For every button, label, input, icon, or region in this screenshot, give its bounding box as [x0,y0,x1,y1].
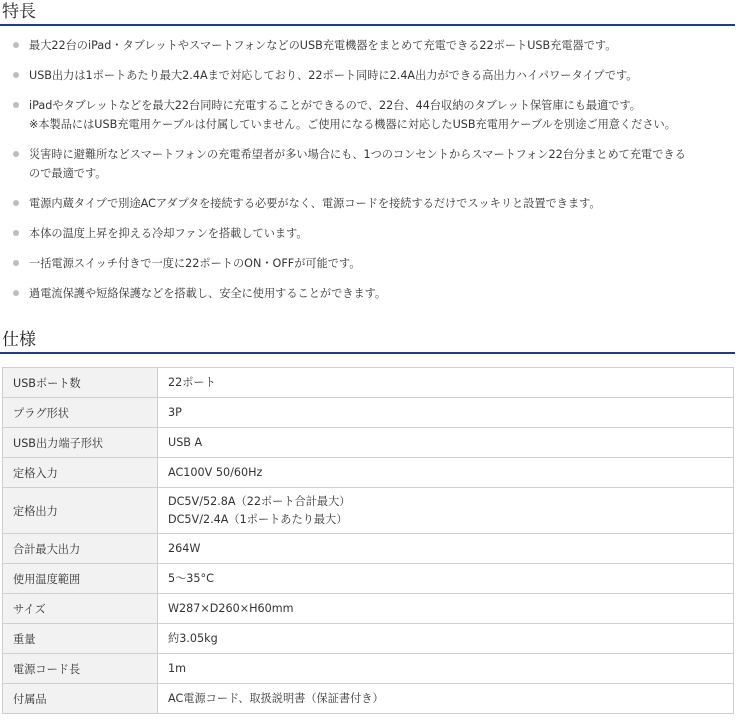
spec-label: プラグ形状 [3,398,158,428]
spec-label: サイズ [3,594,158,624]
spec-value-line: 264W [168,541,201,555]
spec-row [3,368,734,398]
feature-item [0,194,736,213]
features-heading: 特長 [0,2,735,26]
spec-value-line: 5～35°C [168,571,214,585]
spec-row [3,428,734,458]
spec-value-line: 1m [168,661,187,675]
feature-text: ので最適です。 [29,167,107,180]
spec-label: 使用温度範囲 [3,564,158,594]
spec-value-line: USB A [168,435,203,449]
spec-value [158,594,734,624]
spec-label: 定格出力 [3,488,158,534]
spec-value-line: 約3.05kg [168,631,218,645]
feature-text: 電源内蔵タイプで別途ACアダプタを接続する必要がなく、電源コードを接続するだけでスッキリと設置できます。 [29,197,601,210]
spec-value [158,654,734,684]
spec-value [158,458,734,488]
features-list [0,36,736,303]
spec-value-line: 3P [168,405,182,419]
spec-value-line: AC100V 50/60Hz [168,465,263,479]
spec-value-line: AC電源コード、取扱説明書（保証書付き） [168,691,384,705]
spec-label: 付属品 [3,684,158,714]
feature-text: 一括電源スイッチ付きで一度に22ポートのON・OFFが可能です。 [29,257,361,270]
spec-table [2,367,734,714]
feature-text: 災害時に避難所などスマートフォンの充電希望者が多い場合にも、1つのコンセントからスマートフォン22台分まとめて充電できる [29,148,686,161]
feature-text: iPadやタブレットなどを最大22台同時に充電することができるので、22台、44台収納のタブレット保管庫にも最適です。 [29,99,641,112]
feature-text: 過電流保護や短絡保護などを搭載し、安全に使用することができます。 [29,287,387,300]
spec-label: USBポート数 [3,368,158,398]
feature-item [0,96,736,134]
bullet-icon [13,151,19,157]
spec-value-line: DC5V/52.8A（22ポート合計最大） [168,494,351,508]
feature-text: ※本製品にはUSB充電用ケーブルは付属していません。ご使用になる機器に対応したUSB充電用ケーブルを別途ご用意ください。 [29,118,676,131]
spec-label: 定格入力 [3,458,158,488]
bullet-icon [13,230,19,236]
spec-label: 重量 [3,624,158,654]
spec-row [3,534,734,564]
bullet-icon [13,200,19,206]
spec-row [3,488,734,534]
spec-value [158,488,734,534]
spec-value [158,684,734,714]
feature-item [0,66,736,85]
spec-value [158,624,734,654]
spec-value [158,534,734,564]
feature-text: 最大22台のiPad・タブレットやスマートフォンなどのUSB充電機器をまとめて充電できる22ポートUSB充電器です。 [29,39,617,52]
spec-label: USB出力端子形状 [3,428,158,458]
spec-value [158,368,734,398]
feature-item [0,145,736,183]
feature-item [0,254,736,273]
spec-row [3,564,734,594]
spec-value-line: 22ポート [168,375,216,389]
spec-value [158,398,734,428]
spec-value-line: W287×D260×H60mm [168,601,294,615]
bullet-icon [13,260,19,266]
feature-item [0,284,736,303]
spec-row [3,654,734,684]
spec-value [158,564,734,594]
spec-label: 合計最大出力 [3,534,158,564]
specs-heading: 仕様 [0,330,735,354]
feature-item [0,224,736,243]
spec-value-line: DC5V/2.4A（1ポートあたり最大） [168,512,348,526]
spec-row [3,458,734,488]
spec-label: 電源コード長 [3,654,158,684]
bullet-icon [13,102,19,108]
spec-row [3,594,734,624]
bullet-icon [13,42,19,48]
feature-item [0,36,736,55]
spec-row [3,398,734,428]
spec-value [158,428,734,458]
bullet-icon [13,290,19,296]
feature-text: 本体の温度上昇を抑える冷却ファンを搭載しています。 [29,227,308,240]
spec-row [3,684,734,714]
bullet-icon [13,72,19,78]
spec-row [3,624,734,654]
feature-text: USB出力は1ポートあたり最大2.4Aまで対応しており、22ポート同時に2.4A出力ができる高出力ハイパワータイプです。 [29,69,638,82]
